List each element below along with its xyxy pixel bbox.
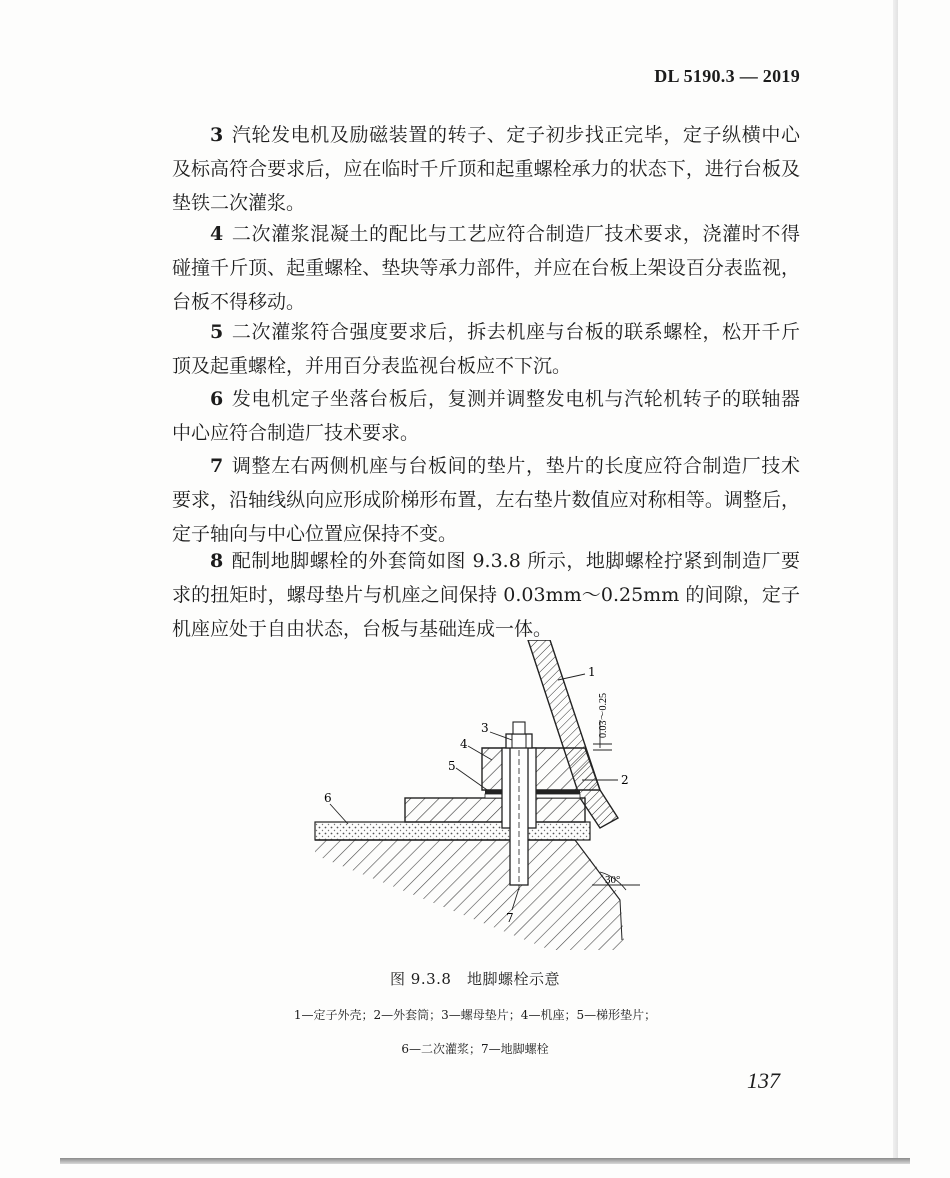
base-plate xyxy=(405,798,585,822)
angle-label: 30° xyxy=(605,874,621,886)
label-3: 3 xyxy=(481,721,489,735)
clause-number: 3 xyxy=(210,124,224,146)
label-5: 5 xyxy=(448,759,456,773)
figure-caption: 图 9.3.8 地脚螺栓示意 xyxy=(390,970,560,988)
clause-text: 汽轮发电机及励磁装置的转子、定子初步找正完毕，定子纵横中心及标高符合要求后，应在临时千斤顶和起重螺栓承力的状态下，进行台板及垫铁二次灌浆。 xyxy=(172,124,800,214)
clause-text: 二次灌浆混凝土的配比与工艺应符合制造厂技术要求，浇灌时不得碰撞千斤顶、起重螺栓、垫块等承力部件，并应在台板上架设百分表监视，台板不得移动。 xyxy=(172,223,800,313)
clause-7 xyxy=(172,449,800,551)
gap-dimension-label: 0.03～0.25 xyxy=(598,693,609,738)
clause-number: 7 xyxy=(210,455,224,477)
figure-legend-line-1: 1—定子外壳；2—外套筒；3—螺母垫片；4—机座；5—梯形垫片； xyxy=(293,1008,657,1022)
clause-number: 4 xyxy=(210,223,224,245)
label-6: 6 xyxy=(324,791,332,805)
label-4: 4 xyxy=(460,737,468,751)
page-edge-shadow xyxy=(893,0,898,1160)
label-7: 7 xyxy=(506,911,514,925)
clause-6 xyxy=(172,382,800,450)
clause-text: 二次灌浆符合强度要求后，拆去机座与台板的联系螺栓，松开千斤顶及起重螺栓，并用百分表监视台板应不下沉。 xyxy=(172,321,800,377)
label-1: 1 xyxy=(588,665,596,679)
machine-seat xyxy=(482,748,600,790)
label-2: 2 xyxy=(621,773,629,787)
anchor-bolt-diagram xyxy=(300,640,660,960)
clause-number: 8 xyxy=(210,550,224,572)
standard-code-header: DL 5190.3 — 2019 xyxy=(654,66,800,86)
page-number: 137 xyxy=(747,1068,780,1093)
clause-number: 5 xyxy=(210,321,224,343)
page-bottom-shadow xyxy=(60,1158,910,1164)
clause-number: 6 xyxy=(210,388,224,410)
clause-text: 配制地脚螺栓的外套筒如图 9.3.8 所示，地脚螺栓拧紧到制造厂要求的扭矩时，螺母垫片与机座之间保持 0.03mm～0.25mm 的间隙，定子机座应处于自由状态，台板与基础连成一体。 xyxy=(172,550,800,640)
foundation xyxy=(315,830,640,960)
figure-legend-line-2: 6—二次灌浆；7—地脚螺栓 xyxy=(401,1042,549,1056)
clause-4 xyxy=(172,217,800,319)
clause-5 xyxy=(172,315,800,383)
clause-3 xyxy=(172,118,800,220)
nut-washer xyxy=(506,734,532,748)
clause-8 xyxy=(172,544,800,646)
grout-layer xyxy=(315,822,590,840)
clause-text: 发电机定子坐落台板后，复测并调整发电机与汽轮机转子的联轴器中心应符合制造厂技术要求。 xyxy=(172,388,800,444)
clause-text: 调整左右两侧机座与台板间的垫片，垫片的长度应符合制造厂技术要求，沿轴线纵向应形成阶梯形布置，左右垫片数值应对称相等。调整后，定子轴向与中心位置应保持不变。 xyxy=(172,455,800,545)
